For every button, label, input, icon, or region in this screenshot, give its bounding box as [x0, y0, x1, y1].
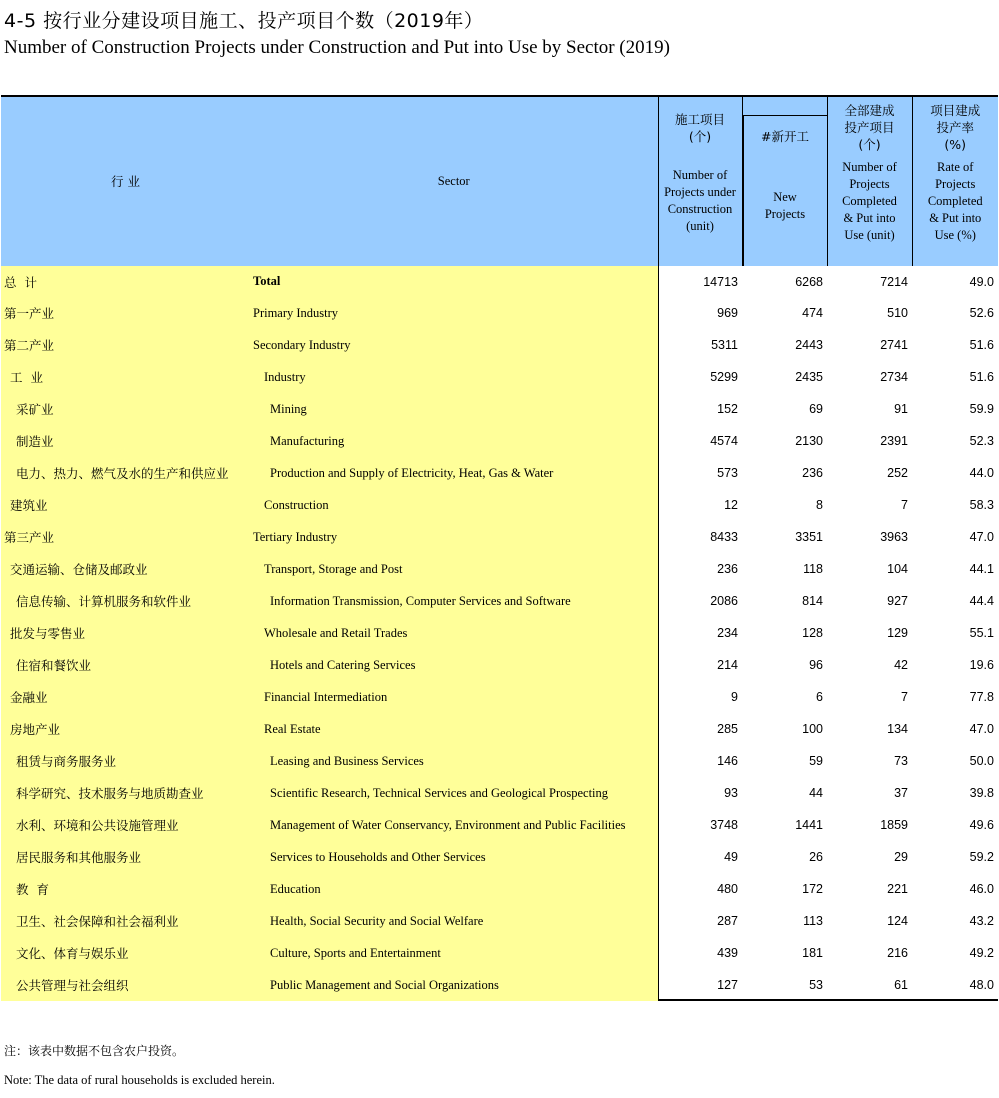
sector-en-cell: Scientific Research, Technical Services and Geological Prospecting: [250, 777, 658, 809]
sector-cn-cell: 科学研究、技术服务与地质勘查业: [1, 777, 250, 809]
under-construction-cell: 480: [717, 882, 738, 896]
under-construction-cell: 439: [717, 946, 738, 960]
table-row: [1, 617, 998, 649]
under-construction-cell: 5311: [711, 338, 738, 352]
sector-en-cell: Production and Supply of Electricity, Heat, Gas & Water: [250, 457, 658, 489]
sector-en-cell: Tertiary Industry: [250, 521, 658, 553]
table-row: [1, 329, 998, 361]
under-construction-cell: 3748: [710, 818, 738, 832]
completed-cell: 29: [894, 850, 908, 864]
sector-en-cell: Financial Intermediation: [250, 681, 658, 713]
sector-en-cell: Manufacturing: [250, 425, 658, 457]
under-construction-cell: 287: [717, 914, 738, 928]
rate-cell: 49.6: [969, 818, 994, 832]
rate-cell: 44.4: [969, 594, 994, 608]
table-row: [1, 745, 998, 777]
under-construction-cell: 9: [731, 690, 738, 704]
table-row: [1, 649, 998, 681]
completed-cell: 91: [894, 402, 908, 416]
completed-cell: 1859: [880, 818, 908, 832]
header-new-projects: [742, 97, 827, 266]
under-construction-cell: 236: [717, 562, 738, 576]
under-construction-cell: 4574: [710, 434, 738, 448]
sector-cn-cell: 总 计: [1, 266, 250, 297]
sector-en-cell: Culture, Sports and Entertainment: [250, 937, 658, 969]
table-row: [1, 489, 998, 521]
under-construction-cell: 12: [724, 498, 738, 512]
header-completed-unit: (个): [858, 137, 881, 152]
sector-en-cell: Primary Industry: [250, 297, 658, 329]
header-rate-cn: 项目建成投产率: [930, 103, 981, 135]
sector-en-cell: Health, Social Security and Social Welfare: [250, 905, 658, 937]
table-row: [1, 457, 998, 489]
new-projects-cell: 26: [809, 850, 823, 864]
header-completed-cn: 全部建成投产项目: [844, 103, 895, 135]
sector-cn-cell: 居民服务和其他服务业: [1, 841, 250, 873]
new-projects-cell: 8: [816, 498, 823, 512]
rate-cell: 47.0: [969, 722, 994, 736]
header-sector-en: Sector: [250, 97, 658, 266]
sector-cn-cell: 租赁与商务服务业: [1, 745, 250, 777]
rate-cell: 47.0: [969, 530, 994, 544]
table-body: [1, 266, 998, 1001]
under-construction-cell: 214: [717, 658, 738, 672]
header-completed: [827, 97, 912, 266]
rate-cell: 59.2: [969, 850, 994, 864]
new-projects-cell: 814: [802, 594, 823, 608]
header-under-construction: [658, 97, 742, 266]
footnote-cn: 注：该表中数据不包含农户投资。: [4, 1044, 185, 1058]
sector-cn-cell: 第一产业: [1, 297, 250, 329]
sector-cn-cell: 卫生、社会保障和社会福利业: [1, 905, 250, 937]
sector-cn-cell: 建筑业: [1, 489, 250, 521]
rate-cell: 19.6: [969, 658, 994, 672]
completed-cell: 510: [887, 306, 908, 320]
rate-cell: 49.0: [969, 274, 994, 289]
under-construction-cell: 93: [724, 786, 738, 800]
rate-cell: 48.0: [969, 978, 994, 992]
rate-cell: 52.3: [969, 434, 994, 448]
sector-cn-cell: 教 育: [1, 873, 250, 905]
data-table: [1, 97, 998, 1001]
table-row: [1, 361, 998, 393]
under-construction-cell: 127: [717, 978, 738, 992]
sector-en-cell: Management of Water Conservancy, Environment and Public Facilities: [250, 809, 658, 841]
sector-cn-cell: 电力、热力、燃气及水的生产和供应业: [1, 457, 250, 489]
sector-en-cell: Secondary Industry: [250, 329, 658, 361]
completed-cell: 42: [894, 658, 908, 672]
under-construction-cell: 285: [717, 722, 738, 736]
new-projects-cell: 69: [809, 402, 823, 416]
completed-cell: 216: [887, 946, 908, 960]
under-construction-cell: 146: [717, 754, 738, 768]
data-table-frame: [1, 95, 998, 1001]
completed-cell: 124: [887, 914, 908, 928]
new-projects-cell: 59: [809, 754, 823, 768]
completed-cell: 37: [894, 786, 908, 800]
rate-cell: 46.0: [969, 882, 994, 896]
under-construction-cell: 573: [717, 466, 738, 480]
header-under-cn: 施工项目: [674, 112, 725, 127]
header-new-cn: #新开工: [761, 129, 809, 144]
sector-en-cell: Real Estate: [250, 713, 658, 745]
sector-en-cell: Total: [250, 266, 658, 297]
under-construction-cell: 234: [717, 626, 738, 640]
completed-cell: 134: [887, 722, 908, 736]
new-projects-cell: 44: [809, 786, 823, 800]
under-construction-cell: 8433: [710, 530, 738, 544]
under-construction-cell: 969: [717, 306, 738, 320]
table-row: [1, 266, 998, 297]
completed-cell: 104: [887, 562, 908, 576]
rate-cell: 43.2: [969, 914, 994, 928]
header-under-en: Number of Projects under Construction (unit): [664, 168, 736, 233]
sector-en-cell: Leasing and Business Services: [250, 745, 658, 777]
new-projects-cell: 3351: [795, 530, 823, 544]
header-rate-en: Rate of Projects Completed & Put into Use (%): [927, 160, 983, 242]
completed-cell: 129: [887, 626, 908, 640]
table-row: [1, 521, 998, 553]
rate-cell: 58.3: [969, 498, 994, 512]
under-construction-cell: 2086: [710, 594, 738, 608]
header-rate-unit: (%): [944, 137, 967, 152]
completed-cell: 221: [887, 882, 908, 896]
under-construction-cell: 5299: [710, 370, 738, 384]
sector-cn-cell: 公共管理与社会组织: [1, 969, 250, 1001]
rate-cell: 44.1: [969, 562, 994, 576]
rate-cell: 52.6: [969, 306, 994, 320]
sector-cn-cell: 金融业: [1, 681, 250, 713]
table-row: [1, 713, 998, 745]
sector-en-cell: Public Management and Social Organizations: [250, 969, 658, 1001]
new-projects-cell: 113: [803, 914, 823, 928]
rate-cell: 50.0: [969, 754, 994, 768]
under-construction-cell: 49: [724, 850, 738, 864]
header-new-en: New Projects: [764, 190, 806, 221]
sector-cn-cell: 信息传输、计算机服务和软件业: [1, 585, 250, 617]
completed-cell: 2734: [880, 370, 908, 384]
completed-cell: 252: [887, 466, 908, 480]
rate-cell: 51.6: [969, 338, 994, 352]
sector-cn-cell: 第三产业: [1, 521, 250, 553]
completed-cell: 927: [887, 594, 908, 608]
rate-cell: 55.1: [969, 626, 994, 640]
sector-en-cell: Mining: [250, 393, 658, 425]
sector-cn-cell: 第二产业: [1, 329, 250, 361]
header-rate: [912, 97, 998, 266]
completed-cell: 7214: [880, 274, 908, 289]
under-construction-cell: 14713: [703, 274, 738, 289]
header-sector-cn: 行 业: [1, 97, 250, 266]
new-projects-cell: 100: [802, 722, 823, 736]
new-projects-cell: 2435: [795, 370, 823, 384]
new-projects-cell: 96: [809, 658, 823, 672]
footnote-en: Note: The data of rural households is excluded herein.: [4, 1073, 275, 1087]
sector-en-cell: Construction: [250, 489, 658, 521]
sector-en-cell: Hotels and Catering Services: [250, 649, 658, 681]
sector-en-cell: Education: [250, 873, 658, 905]
page-title-cn: 4-5 按行业分建设项目施工、投产项目个数（2019年）: [4, 10, 484, 32]
sector-cn-cell: 文化、体育与娱乐业: [1, 937, 250, 969]
completed-cell: 2391: [880, 434, 908, 448]
table-row: [1, 809, 998, 841]
completed-cell: 2741: [880, 338, 908, 352]
sector-cn-cell: 交通运输、仓储及邮政业: [1, 553, 250, 585]
new-projects-cell: 236: [802, 466, 823, 480]
table-row: [1, 937, 998, 969]
completed-cell: 73: [894, 754, 908, 768]
table-row: [1, 297, 998, 329]
sector-cn-cell: 采矿业: [1, 393, 250, 425]
table-row: [1, 393, 998, 425]
new-projects-cell: 172: [802, 882, 823, 896]
under-construction-cell: 152: [717, 402, 738, 416]
sector-en-cell: Information Transmission, Computer Services and Software: [250, 585, 658, 617]
completed-cell: 61: [894, 978, 908, 992]
table-row: [1, 969, 998, 1001]
completed-cell: 3963: [880, 530, 908, 544]
sector-en-cell: Services to Households and Other Services: [250, 841, 658, 873]
rate-cell: 49.2: [969, 946, 994, 960]
sector-cn-cell: 水利、环境和公共设施管理业: [1, 809, 250, 841]
new-projects-cell: 128: [802, 626, 823, 640]
sector-cn-cell: 制造业: [1, 425, 250, 457]
rate-cell: 51.6: [969, 370, 994, 384]
new-projects-cell: 53: [809, 978, 823, 992]
rate-cell: 44.0: [969, 466, 994, 480]
sector-cn-cell: 工 业: [1, 361, 250, 393]
new-projects-cell: 118: [803, 562, 823, 576]
header-under-unit: (个): [688, 129, 712, 144]
new-projects-cell: 1441: [795, 818, 823, 832]
page-title-en: Number of Construction Projects under Construction and Put into Use by Sector (2019): [4, 37, 670, 58]
sector-en-cell: Transport, Storage and Post: [250, 553, 658, 585]
table-row: [1, 905, 998, 937]
table-row: [1, 585, 998, 617]
rate-cell: 39.8: [969, 786, 994, 800]
new-projects-cell: 6: [816, 690, 823, 704]
sector-en-cell: Wholesale and Retail Trades: [250, 617, 658, 649]
sector-cn-cell: 住宿和餐饮业: [1, 649, 250, 681]
new-projects-cell: 6268: [795, 274, 823, 289]
new-projects-cell: 181: [802, 946, 823, 960]
table-row: [1, 777, 998, 809]
rate-cell: 77.8: [969, 690, 994, 704]
completed-cell: 7: [901, 498, 908, 512]
header-completed-en: Number of Projects Completed & Put into Use (unit): [842, 160, 897, 242]
sector-cn-cell: 房地产业: [1, 713, 250, 745]
new-projects-cell: 2130: [795, 434, 823, 448]
table-row: [1, 425, 998, 457]
table-row: [1, 841, 998, 873]
new-projects-cell: 474: [802, 306, 823, 320]
table-row: [1, 681, 998, 713]
sector-cn-cell: 批发与零售业: [1, 617, 250, 649]
new-projects-cell: 2443: [795, 338, 823, 352]
rate-cell: 59.9: [969, 402, 994, 416]
sector-en-cell: Industry: [250, 361, 658, 393]
table-row: [1, 873, 998, 905]
completed-cell: 7: [901, 690, 908, 704]
table-row: [1, 553, 998, 585]
